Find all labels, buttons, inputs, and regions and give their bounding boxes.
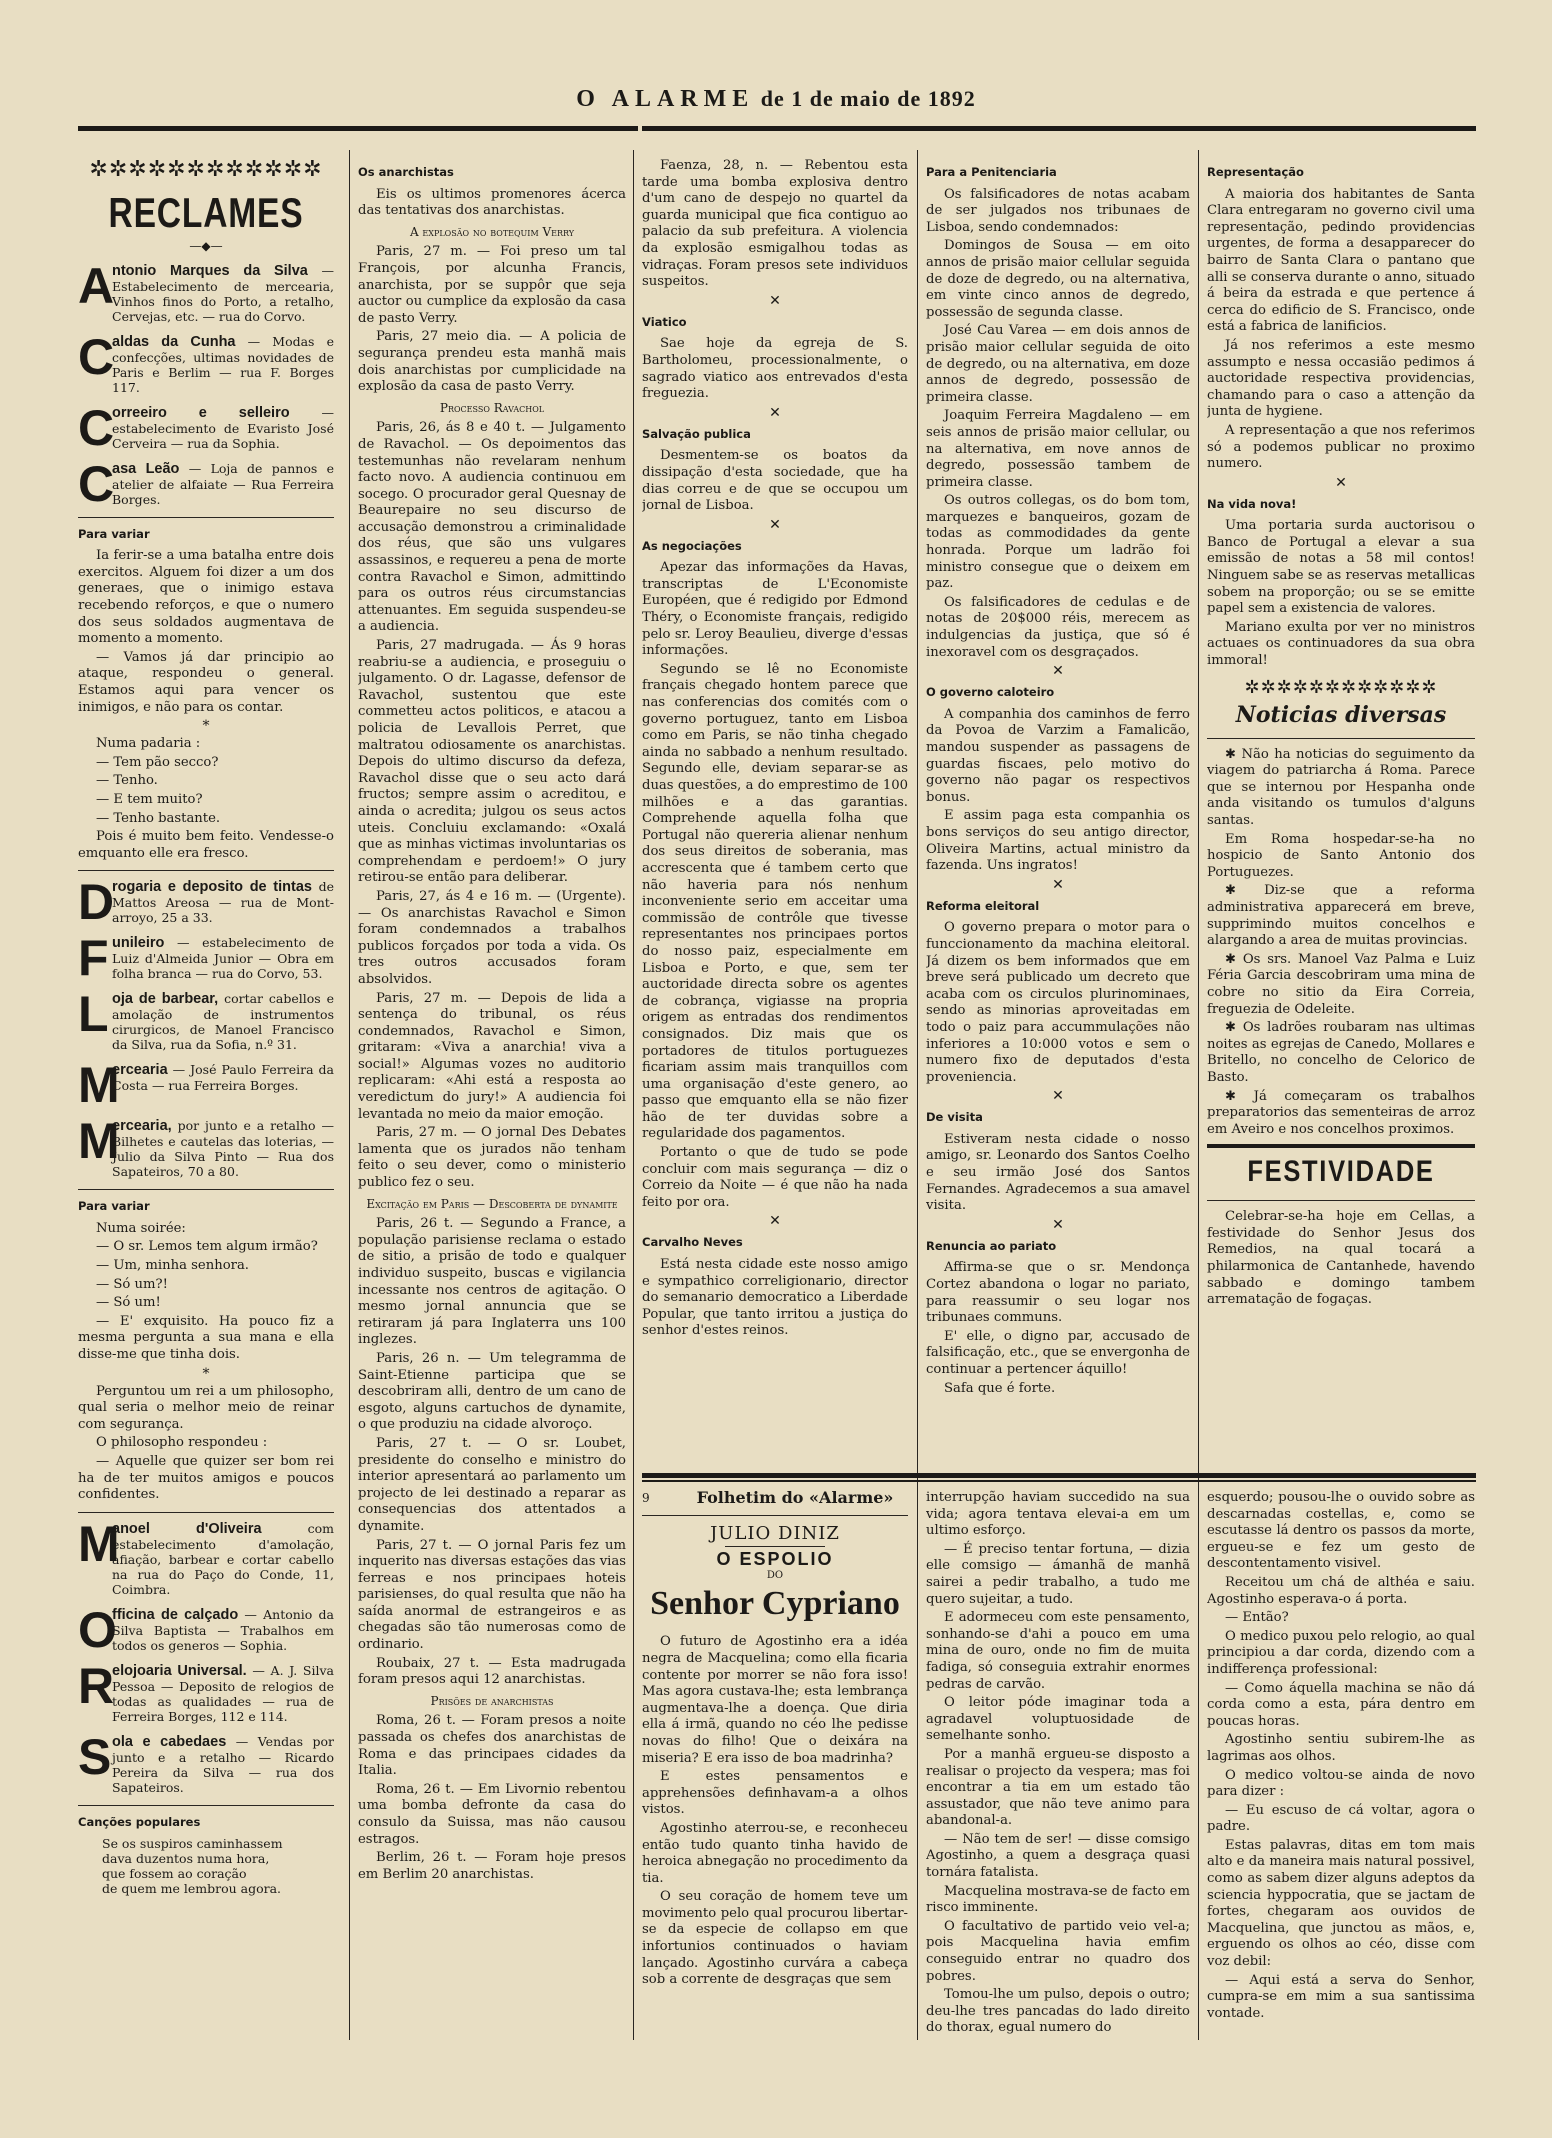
asterisk-icon: ✱ — [1225, 951, 1237, 967]
drop-cap: D — [78, 874, 115, 931]
article-subtitle: Excitação em Paris — Descoberta de dynamite — [366, 1196, 618, 1211]
poem — [102, 1836, 334, 1896]
drop-cap: S — [78, 1728, 112, 1785]
paragraph: O futuro de Agostinho era a idéa negra de Macquelina; como ella ficaria contente por morrer se não fora isso! Mas agora custava-lhe; esta lembrança augmentava-lhe a doença. Que diria ella á irmã, quando no céo lhe pedisse novas do filho! Que o deixára na miseria? E era isso de boa madrinha? — [642, 1634, 908, 1766]
paragraph: O leitor póde imaginar toda a agradavel voluptuosidade de semelhante sonho. — [926, 1695, 1190, 1744]
rule — [78, 870, 334, 871]
ad-name: ercearia — [112, 1062, 168, 1079]
paragraph: O governo prepara o motor para o funccionamento da machina eleitoral. Já dizem os bem informados que em breve será publicado um decreto que acaba com os circulos plurinominaes, sendo as minorias aproveitadas em todo o paiz para accummulações não inferiores a 10:000 votos e sem o numero fixo de deputados d'esta proveniencia. — [926, 920, 1190, 1085]
drop-cap: L — [78, 986, 109, 1043]
paragraph: Segundo se lê no Economiste français chegado hontem parece que nas conferencias dos comités com o governo portuguez, tanto em Lisboa como em Paris, se não tinha chegado ainda no sabbado a nenhum resultado. Segundo elle, deviam separar-se as duas questões, a do emprestimo de 100 milhões e a das garantias. Comprehende aquella folha que Portugal não quereria alienar nenhum dos seus direitos de soberania, mas accrescenta que é tambem certo que não haveria para nós nenhum inconveniente serio em acceitar uma commissão de contrôle que tivesse representantes nos principaes portos do nosso paiz, especialmente em Lisboa e Porto, e que, sem ter auctoridade directa sobre os agentes de cobrança, vigiasse na propria origem as entradas dos rendimentos consignados. Diz mais que os portadores de titulos portuguezes ficariam assim mais tranquillos com uma organisação d'este genero, ao passo que emquanto ella se não fizer hão de ter duvidas sobre a regularidade dos pagamentos. — [642, 661, 908, 1142]
reclames-title: RECLAMES — [108, 189, 304, 236]
double-rule — [1207, 1144, 1475, 1148]
asterisk-separator: * — [202, 718, 210, 735]
folhetim-column-2 — [926, 1490, 1190, 2035]
rule — [78, 1189, 334, 1190]
article-title: Viatico — [642, 314, 687, 329]
section-title: Para variar — [78, 1199, 150, 1214]
paragraph: Perguntou um rei a um philosopho, qual seria o melhor meio de reinar com segurança. — [78, 1383, 334, 1432]
ad-text: com estabelecimento d'amolação, afiação, barbear e cortar cabello na rua do Paço do Conde, 11, Coimbra. — [112, 1520, 334, 1597]
cross-separator: ✕ — [769, 516, 781, 533]
paragraph: O medico voltou-se ainda de novo para dizer : — [1207, 1767, 1475, 1800]
column-three — [642, 158, 908, 1478]
paragraph: José Cau Varea — em dois annos de prisão maior cellular seguida de oito de degredo, ou na alternativa, em doze annos de degredo, possessão de primeira classe. — [926, 323, 1190, 405]
paragraph: Agostinho sentiu subirem-lhe as lagrimas aos olhos. — [1207, 1732, 1475, 1764]
cross-separator: ✕ — [769, 404, 781, 421]
rule — [725, 1546, 825, 1547]
cross-separator: ✕ — [1052, 1216, 1064, 1233]
masthead — [0, 86, 1552, 113]
paragraph: — Aquelle que quizer ser bom rei ha de ter muitos amigos e poucos confidentes. — [78, 1454, 334, 1503]
paragraph: E' elle, o digno par, accusado de falsificação, etc., que se envergonha de continuar a pertencer áquillo! — [926, 1328, 1190, 1377]
ad-text: — estabelecimento de Evaristo José Cerveira — rua da Sophia. — [112, 404, 334, 451]
asterisk-icon: ✱ — [1225, 1088, 1237, 1104]
paragraph: Paris, 27 m. — Depois de lida a sentença do tribunal, os réus condemnados, Ravachol e Simon, gritaram: «Viva a anarchia! viva a social!» Algumas vozes no auditorio replicaram: «Ahi está a resposta ao veredictum do jury!» A audiencia foi levantada no meio da maior emoção. — [358, 990, 626, 1122]
ad-name: unileiro — [112, 935, 165, 952]
drop-cap: M — [78, 1515, 120, 1572]
article-title: As negociações — [642, 538, 742, 553]
ad-mercearia-costa — [78, 1057, 334, 1114]
paragraph: Paris, 27 meio dia. — A policia de segurança prendeu esta manhã mais dois anarchistas por cumplicidade na explosão da casa de pasto Verry. — [358, 329, 626, 395]
poem-line: Se os suspiros caminhassem — [102, 1836, 283, 1852]
paragraph: Tomou-lhe um pulso, depois o outro; deu-lhe tres pancadas do lado direito do thorax, egual numero do — [926, 1987, 1190, 2035]
ad-name: asa Leão — [112, 460, 180, 477]
rule — [642, 1515, 908, 1516]
rule — [78, 1805, 334, 1806]
ad-manoel-oliveira — [78, 1515, 334, 1597]
paragraph: Desmentem-se os boatos da dissipação d'esta sociedade, que ha dias correu e de que se occupou um jornal de Lisboa. — [642, 448, 908, 514]
paragraph: Paris, 27 m. — O jornal Des Debates lamenta que os jurados não tenham feito o seu dever, como o ministerio publico fez o seu. — [358, 1125, 626, 1191]
paragraph: Em Roma hospedar-se-ha no hospicio de Santo Antonio dos Portuguezes. — [1207, 831, 1475, 880]
ad-antonio-marques — [78, 257, 334, 324]
ad-sola-cabedaes — [78, 1728, 334, 1795]
column-reclames — [78, 158, 334, 2038]
ad-text: — Vendas por junto e a retalho — Ricardo Pereira da Silva — rua dos Sapateiros. — [112, 1733, 334, 1795]
cross-separator: ✕ — [1052, 663, 1064, 680]
paragraph: Agostinho aterrou-se, e reconheceu então tudo quanto tinha havido de heroica abnegação no procedimento da tia. — [642, 1820, 908, 1886]
news-item: Já começaram os trabalhos preparatorios das sementeiras de arroz em Aveiro e nos concelhos proximos. — [1207, 1088, 1475, 1137]
cross-separator: ✕ — [1335, 474, 1347, 491]
paragraph: Os falsificadores de notas acabam de ser julgados nos tribunaes de Lisboa, sendo condemnados: — [926, 186, 1190, 235]
paragraph: — Vamos já dar principio ao ataque, respondeu o general. Estamos aqui para vencer os inimigos, e não para os contar. — [78, 649, 334, 715]
drop-cap: A — [78, 257, 115, 314]
ad-text: — José Paulo Ferreira da Costa — rua Ferreira Borges. — [112, 1062, 334, 1094]
paragraph: A companhia dos caminhos de ferro da Povoa de Varzim a Famalicão, mandou suspender as passagens de guardas fiscaes, pelo motivo do governo não pagar os respectivos bonus. — [926, 706, 1190, 805]
paragraph: Estiveram nesta cidade o nosso amigo, sr. Leonardo dos Santos Coelho e seu irmão José dos Santos Fernandes. Agradecemos a sua amavel visita. — [926, 1131, 1190, 1214]
ad-name: oja de barbear, — [112, 991, 219, 1008]
paragraph: Domingos de Sousa — em oito annos de prisão maior cellular seguida de doze de degredo, ou na alternativa, em vinte cinco annos de degredo, possessão de segunda classe. — [926, 238, 1190, 320]
column-divider — [917, 150, 918, 1570]
ad-casa-leao — [78, 455, 334, 512]
ad-text: cortar cabellos e amolação de instrumentos cirurgicos, de Manoel Francisco da Silva, rua da Sofia, n.º 31. — [112, 991, 334, 1053]
article-subtitle: Prisões de anarchistas — [430, 1693, 554, 1708]
paragraph: Paris, 27, ás 4 e 16 m. — (Urgente). — Os anarchistas Ravachol e Simon foram condemnados a trabalhos publicos forçados por toda a vida. Os tres outros accusados foram absolvidos. — [358, 888, 626, 987]
article-title: Para a Penitenciaria — [926, 165, 1057, 179]
noticias-diversas-title: Noticias diversas — [1235, 701, 1447, 728]
ad-name: rogaria e deposito de tintas — [112, 879, 312, 896]
dialogue-line: — Só um?! — [96, 1276, 168, 1292]
novel-title-2: DO — [766, 1569, 784, 1581]
paragraph: Paris, 27 m. — Foi preso um tal François, por alcunha Francis, anarchista, por se suppôr que seja auctor ou cumplice da explosão da casa de pasto Verry. — [358, 244, 626, 326]
column-five — [1207, 158, 1475, 1478]
article-title: De visita — [926, 1110, 983, 1125]
paragraph: Os falsificadores de cedulas e de notas de 20$000 réis, merecem as indulgencias da justiça, que só é inexoravel com os desgraçados. — [926, 594, 1190, 660]
article-title: O governo caloteiro — [926, 685, 1055, 700]
column-divider — [917, 1490, 918, 2040]
cross-separator: ✕ — [1052, 1088, 1064, 1105]
article-subtitle: Processo Ravachol — [439, 400, 545, 415]
asterisk-separator: * — [202, 1365, 210, 1382]
ad-name: fficina de calçado — [112, 1606, 239, 1623]
paragraph: Já nos referimos a este mesmo assumpto e nessa occasião pedimos á auctoridade respectiva providencias, chamando para o caso a attenção da junta de hygiene. — [1207, 337, 1475, 420]
paragraph: Paris, 26 n. — Um telegramma de Saint-Etienne participa que se descobriram alli, dentro de um cano de esgoto, alguns cartuchos de dynamite, o que produziu na cidade alvoroço. — [358, 1350, 626, 1433]
paragraph: Joaquim Ferreira Magdaleno — em seis annos de prisão maior cellular, ou na alternativa, em nove annos de degredo, possessão tambem de primeira classe. — [926, 408, 1190, 490]
paragraph: E assim paga esta companhia os bons serviços do seu antigo director, Oliveira Martins, actual ministro da fazenda. Uns ingratos! — [926, 808, 1190, 874]
news-item: Os ladrões roubaram nas ultimas noites as egrejas de Canedo, Mollares e Britello, no concelho de Celorico de Basto. — [1207, 1020, 1475, 1085]
novel-title-3: Senhor Cypriano — [650, 1585, 900, 1623]
ad-name: anoel d'Oliveira — [112, 1520, 262, 1537]
paragraph: — Eu escuso de cá voltar, agora o padre. — [1207, 1802, 1475, 1835]
ad-text: — estabelecimento de Luiz d'Almeida Junior — Obra em folha branca — rua do Corvo, 53. — [112, 935, 334, 982]
paragraph: Macquelina mostrava-se de facto em risco imminente. — [926, 1883, 1190, 1916]
ad-name: ola e cabedaes — [112, 1733, 227, 1750]
ad-mercearia-pinto — [78, 1113, 334, 1180]
column-divider — [1198, 1490, 1199, 2040]
ad-name: orreeiro e selleiro — [112, 404, 290, 421]
drop-cap: C — [78, 455, 115, 512]
paragraph: E estes pensamentos e apprehensões definhavam-a a olhos vistos. — [642, 1769, 908, 1818]
stars-ornament: ✲✲✲✲✲✲✲✲✲✲✲✲ — [1244, 676, 1438, 698]
paragraph: Está nesta cidade este nosso amigo e sympathico correligionario, director do semanario democratico a Liberdade Popular, que tanto irritou a justiça do senhor d'estes reinos. — [642, 1257, 908, 1339]
drop-cap: O — [78, 1601, 117, 1658]
column-divider — [349, 150, 350, 2040]
drop-cap: M — [78, 1057, 120, 1114]
paragraph: O seu coração de homem teve um movimento pelo qual procurou libertar-se da especie de collapso em que infortunios continuados o haviam lançado. Agostinho curvára a cabeça sob a corrente de desgraças que sem — [642, 1889, 908, 1988]
article-title: Salvação publica — [642, 426, 751, 441]
masthead-rule-left — [78, 126, 638, 131]
paragraph: Paris, 26, ás 8 e 40 t. — Julgamento de Ravachol. — Os depoimentos das testemunhas não revelaram nenhum facto novo. A audiencia continuou em socego. O procurador geral Quesnay de Beaurepaire no seu discurso de accusação demonstrou a criminalidade dos réus, que são uns vulgares assassinos, e requereu a pena de morte contra Ravachol e Simon, admittindo para os outros réus circumstancias attenuantes. Em seguida suspendeu-se a audiencia. — [358, 420, 626, 635]
paragraph: — Não tem de ser! — disse comsigo Agostinho, a quem a desgraça quasi tornára fatalista. — [926, 1831, 1190, 1881]
cross-separator: ✕ — [1052, 876, 1064, 893]
paragraph: — E' exquisito. Ha pouco fiz a mesma pergunta a sua mana e ella disse-me que tinha dois. — [78, 1313, 334, 1363]
drop-cap: M — [78, 1113, 120, 1170]
ad-relojoaria — [78, 1657, 334, 1724]
poem-line: que fossem ao coração — [102, 1866, 247, 1882]
ad-correeiro — [78, 399, 334, 456]
paragraph: Mariano exulta por ver no ministros actuaes os continuadores da sua obra immoral! — [1207, 619, 1475, 669]
article-title: Carvalho Neves — [642, 1235, 743, 1250]
paragraph: Roma, 26 t. — Foram presos a noite passada os chefes dos anarchistas de Roma e das principaes cidades da Italia. — [358, 1713, 626, 1779]
paragraph: esquerdo; pousou-lhe o ouvido sobre as descarnadas costellas, e, como se escutasse lá dentro os passos da morte, ergueu-se e fez um gesto de descontentamento visivel. — [1207, 1490, 1475, 1572]
rule — [1207, 1200, 1475, 1201]
paragraph: E adormeceu com este pensamento, sonhando-se d'ahi a pouco em uma mina de ouro, onde no fim de muita fadiga, só conseguia extrahir enormes pedras de carvão. — [926, 1610, 1190, 1692]
ad-name: elojoaria Universal. — [112, 1662, 247, 1679]
ad-text: — Loja de pannos e atelier de alfaiate — Rua Ferreira Borges. — [112, 460, 334, 507]
dialogue-line: — Só um! — [96, 1295, 161, 1311]
paragraph: Safa que é forte. — [944, 1380, 1056, 1396]
cross-separator: ✕ — [769, 1213, 781, 1230]
issue-date: de 1 de maio de 1892 — [760, 86, 976, 111]
ad-name: ntonio Marques da Silva — [112, 262, 308, 279]
paragraph: Uma portaria surda auctorisou o Banco de Portugal a elevar a sua emissão de notas a 58 mil contos! Ninguem sabe se as reservas metallicas sobem na proporção; ou se se emitte papel sem a existencia de valores. — [1207, 518, 1475, 617]
ad-text: de Mattos Areosa — rua de Mont-arroyo, 25 a 33. — [112, 879, 334, 926]
paragraph: Por a manhã ergueu-se disposto a realisar o projecto da vespera; mas foi encontrar a tia em um estado tão assustador, que não teve animo para abandonal-a. — [926, 1746, 1190, 1829]
masthead-rule-right — [642, 126, 1476, 131]
drop-cap: C — [78, 399, 115, 456]
paragraph: Celebrar-se-ha hoje em Cellas, a festividade do Senhor Jesus dos Remedios, na qual tocará a philarmonica de Cantanhede, havendo sabbado e domingo tambem arrematação de fogaças. — [1207, 1209, 1475, 1308]
paragraph: O facultativo de partido veio vel-a; pois Macquelina havia emfim conseguido entrar no quadro dos pobres. — [926, 1918, 1190, 1984]
folhetim-rule — [642, 1473, 1476, 1478]
paragraph: Faenza, 28, n. — Rebentou esta tarde uma bomba explosiva dentro d'um cano de despejo no quartel da guarda municipal que fica contiguo ao palacio da sub prefeitura. A violencia da explosão esmigalhou todas as vidraças. Foram presos sete individuos suspeitos. — [642, 158, 908, 290]
ad-text: por junto e a retalho — Bilhetes e cautelas das loterias, — Julio da Silva Pinto — Rua dos Sapateiros, 70 a 80. — [112, 1118, 334, 1180]
ad-drogaria — [78, 874, 334, 931]
dialogue-line: — E tem muito? — [96, 791, 203, 807]
novel-title-1: O ESPOLIO — [716, 1549, 834, 1570]
ad-name: ercearia, — [112, 1118, 172, 1135]
paragraph: Paris, 27 madrugada. — Ás 9 horas reabriu-se a audiencia, e proseguiu o julgamento. O dr. Lagasse, defensor de Ravachol, sustentou que este commetteu actos politicos, e atacou a policia de Levallois Perret, que maltratou odiosamente os anarchistas. Depois do ultimo discurso da defeza, Ravachol disse que o seu acto dará fructos; sempre assim o acreditou, e ainda o acredita; julgou os seus actos uteis. Concluiu exclamando: «Oxalá que as minhas victimas involuntarias os comprehendam e perdoem!» O jury retirou-se então para deliberar. — [358, 638, 626, 886]
dialogue-line: — Tenho. — [96, 773, 158, 789]
paragraph: — Então? — [1225, 1610, 1289, 1626]
paragraph: Paris, 27 t. — O sr. Loubet, presidente do conselho e ministro do interior apresentará ao parlamento um projecto de lei destinado a reparar as consequencias dos attentados a dynamite. — [358, 1435, 626, 1534]
dialogue-line: — Tem pão secco? — [96, 754, 219, 770]
paragraph: Roubaix, 27 t. — Esta madrugada foram presos aqui 12 anarchistas. — [358, 1655, 626, 1688]
ad-name: aldas da Cunha — [112, 333, 236, 350]
paragraph: Pois é muito bem feito. Vendesse-o emquanto elle era fresco. — [78, 829, 334, 861]
paragraph: Apezar das informações da Havas, transcriptas de L'Economiste Européen, que é redigido por Edmond Théry, o Economiste français, redigido pelo sr. Leroy Beaulieu, diverge d'essas informações. — [642, 560, 908, 659]
dialogue-line: — Tenho bastante. — [96, 810, 221, 826]
article-title: Os anarchistas — [358, 165, 454, 179]
paragraph: Numa padaria : — [96, 736, 201, 752]
ad-caldas-da-cunha — [78, 328, 334, 395]
news-item: Os srs. Manoel Vaz Palma e Luiz Féria Garcia descobriram uma mina de cobre no sitio da Eira Correia, freguezia de Odeleite. — [1207, 951, 1475, 1017]
paragraph: — Como áquella machina se não dá corda como a esta, pára dentro em poucas horas. — [1207, 1680, 1475, 1729]
paragraph: Ia ferir-se a uma batalha entre dois exercitos. Alguem foi dizer a um dos generaes, que o inimigo estava recebendo reforços, e que o numero dos seus soldados augmentava de momento a momento. — [78, 548, 334, 647]
ad-officina-calcado — [78, 1601, 334, 1658]
asterisk-icon: ✱ — [1225, 883, 1237, 899]
stars-ornament: ✲✲✲✲✲✲✲✲✲✲✲✲ — [89, 158, 323, 182]
drop-cap: F — [78, 930, 109, 987]
folhetim-rule — [642, 1480, 1476, 1482]
column-four — [926, 158, 1190, 1478]
asterisk-icon: ✱ — [1225, 1020, 1237, 1036]
paragraph: A representação a que nos referimos só a podemos publicar no proximo numero. — [1207, 422, 1475, 472]
paragraph: Numa soirée: — [96, 1220, 186, 1236]
section-title: Canções populares — [78, 1814, 201, 1829]
paragraph: Estas palavras, ditas em tom mais alto e da maneira mais natural possivel, como as sabem dizer alguns adeptos da sciencia hyppocratia, que se jactam de fortes, chegaram aos ouvidos de Macquelina, que junctou as mãos, e, erguendo os olhos ao céo, disse com voz debil: — [1207, 1837, 1475, 1970]
drop-cap: C — [78, 328, 115, 385]
paragraph: interrupção haviam succedido na sua vida; agora tentava elevai-a em um ultimo esforço. — [926, 1490, 1190, 1539]
paragraph: Sae hoje da egreja de S. Bartholomeu, processionalmente, o sagrado viatico aos entrevados d'esta freguezia. — [642, 336, 908, 402]
rule — [78, 517, 334, 518]
folhetim-column-1 — [642, 1490, 908, 2035]
rule — [1207, 738, 1475, 739]
ad-funileiro — [78, 930, 334, 987]
novel-author: JULIO DINIZ — [710, 1522, 840, 1544]
dialogue-line: — O sr. Lemos tem algum irmão? — [96, 1239, 318, 1255]
article-title: Na vida nova! — [1207, 496, 1297, 511]
ad-loja-barbear — [78, 986, 334, 1053]
ad-text: — Antonio da Silva Baptista — Trabalhos em todos os generos — Sophia. — [112, 1606, 334, 1653]
column-divider — [633, 150, 634, 2040]
folhetim-column-3 — [1207, 1490, 1475, 2035]
ad-text: — Modas e confecções, ultimas novidades de Paris e Berlim — rua F. Borges 117. — [112, 333, 334, 395]
section-title: Para variar — [78, 526, 150, 541]
news-item: Não ha noticias do seguimento da viagem do patriarcha á Roma. Parece que se internou por Hespanha onde anda visitando os tumulos d'alguns santas. — [1207, 746, 1475, 828]
article-title: Representação — [1207, 165, 1304, 179]
paragraph: — Aqui está a serva do Senhor, cumpra-se em mim a sua santissima vontade. — [1207, 1972, 1475, 2021]
paragraph: Portanto o que de tudo se pode concluir com mais segurança — diz o Correio da Noite — é que não ha nada feito por ora. — [642, 1145, 908, 1210]
paragraph: Eis os ultimos promenores ácerca das tentativas dos anarchistas. — [358, 186, 626, 219]
ad-text: — Estabelecimento de mercearia, Vinhos finos do Porto, a retalho, Cervejas, etc. — rua do Corvo. — [112, 262, 334, 324]
cross-separator: ✕ — [769, 292, 781, 309]
drop-cap: R — [78, 1657, 115, 1714]
paragraph: Os outros collegas, os do bom tom, marquezes e banqueiros, gozam de todas as commodidades da gente honrada. Porque um ladrão foi ministro consegue que o deixem em paz. — [926, 493, 1190, 592]
poem-line: de quem me lembrou agora. — [102, 1881, 282, 1897]
paragraph: Paris, 26 t. — Segundo a France, a população parisiense reclama o estado de sitio, a prisão de todo e qualquer individuo suspeito, buscas e vigilancia incessante nos centros de agitação. O mesmo jornal annuncia que se retiraram já para Inglaterra uns 100 inglezes. — [358, 1216, 626, 1348]
column-divider — [1198, 150, 1199, 1570]
paragraph: A maioria dos habitantes de Santa Clara entregaram no governo civil uma representação, pedindo providencias urgentes, de forma a desapparecer do bairro de Santa Clara o pantano que alli se conserva durante o anno, situado á beira da estrada e que pertence á cerca do edificio de S. Francisco, onde está a fabrica de lanificios. — [1207, 186, 1475, 335]
paragraph: Berlim, 26 t. — Foram hoje presos em Berlim 20 anarchistas. — [358, 1850, 626, 1882]
news-item: Diz-se que a reforma administrativa apparecerá em breve, supprimindo muitos concelhos e alargando a area de muitas provincias. — [1207, 883, 1475, 949]
article-subtitle: A explosão no botequim Verry — [409, 224, 575, 239]
dialogue-line: — Um, minha senhora. — [96, 1258, 250, 1274]
asterisk-icon: ✱ — [1225, 746, 1237, 762]
paragraph: Receitou um chá de althéa e saiu. Agostinho esperava-o á porta. — [1207, 1574, 1475, 1607]
ad-text: — A. J. Silva Pessoa — Deposito de relogios de todas as qualidades — rua de Ferreira Borges, 112 e 114. — [112, 1662, 334, 1724]
folhetim-header: Folhetim do «Alarme» — [696, 1490, 894, 1507]
festividade-title: FESTIVIDADE — [1247, 1155, 1435, 1189]
paragraph: Paris, 27 t. — O jornal Paris fez um inquerito nas diversas estações das vias ferreas e nos principaes hoteis parisienses, do qual resulta que não ha saída anormal de estrangeiros e as chegadas são tão numerosas como de ordinario. — [358, 1537, 626, 1653]
paper-name: O ALARME — [576, 86, 755, 112]
diamond-ornament: —◆— — [189, 239, 223, 253]
paragraph: O medico puxou pelo relogio, ao qual principiou a dar corda, dizendo com a indifferença professional: — [1207, 1628, 1475, 1677]
paragraph: Affirma-se que o sr. Mendonça Cortez abandona o logar no pariato, para reassumir o seu logar nos tribunaes communs. — [926, 1260, 1190, 1326]
folhetim-number: 9 — [642, 1491, 650, 1505]
article-title: Reforma eleitoral — [926, 898, 1040, 913]
paragraph: — É preciso tentar fortuna, — dizia elle comsigo — ámanhã de manhã sairei a pedir trabalho, a tudo me quero sujeitar, a tudo. — [926, 1541, 1190, 1607]
column-anarchistas — [358, 158, 626, 2038]
paragraph: O philosopho respondeu : — [96, 1435, 268, 1451]
poem-line: dava duzentos numa hora, — [102, 1851, 270, 1867]
article-title: Renuncia ao pariato — [926, 1238, 1057, 1253]
paragraph: Roma, 26 t. — Em Livornio rebentou uma bomba defronte da casa do consulo da Suissa, mas não causou estragos. — [358, 1781, 626, 1847]
rule — [78, 1512, 334, 1513]
